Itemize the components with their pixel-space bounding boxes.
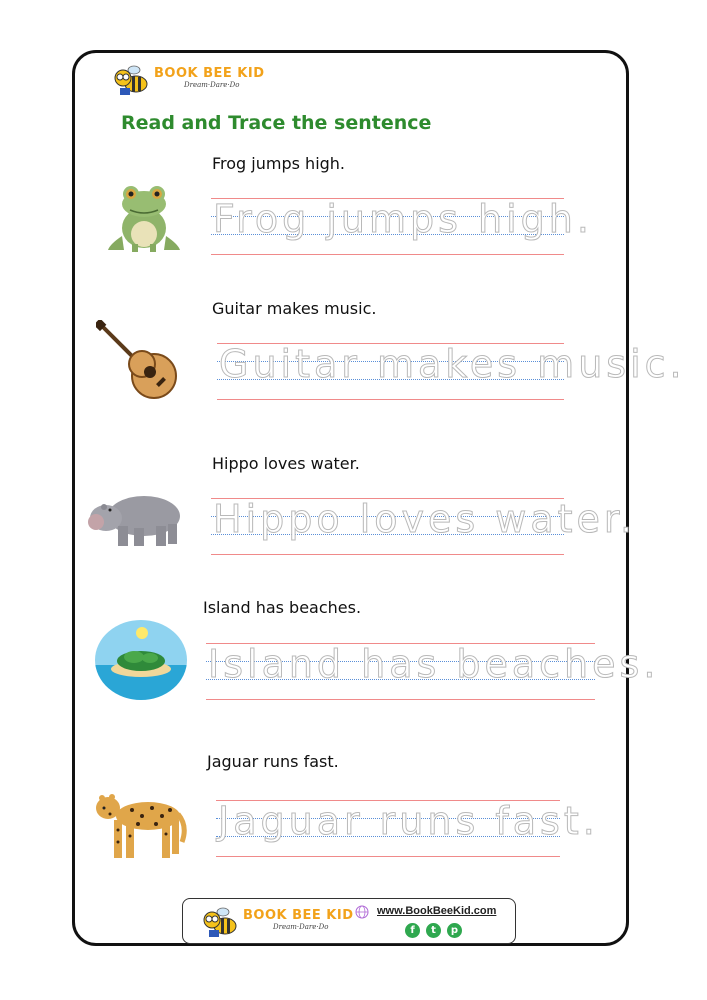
pinterest-icon[interactable]: p [447, 923, 462, 938]
island-icon [94, 619, 188, 701]
trace-text-1: Frog jumps high. [213, 197, 593, 241]
sentence-5: Jaguar runs fast. [207, 752, 339, 771]
hippo-icon [88, 488, 184, 550]
trace-line-1[interactable] [211, 197, 593, 256]
trace-line-5[interactable] [216, 799, 599, 858]
trace-text-2: Guitar makes music. [219, 342, 686, 386]
facebook-icon[interactable]: f [405, 923, 420, 938]
trace-line-2[interactable] [217, 342, 686, 401]
sentence-3: Hippo loves water. [212, 454, 360, 473]
twitter-icon[interactable]: t [426, 923, 441, 938]
header-tagline: Dream·Dare·Do [184, 81, 240, 89]
footer-logo [201, 902, 354, 938]
sentence-4: Island has beaches. [203, 598, 362, 617]
header-brand: BOOK BEE KID [154, 66, 265, 81]
jaguar-icon [92, 786, 188, 864]
footer-banner [182, 898, 516, 944]
header-logo [112, 60, 265, 96]
trace-text-3: Hippo loves water. [213, 497, 637, 541]
sentence-2: Guitar makes music. [212, 299, 377, 318]
footer-brand: BOOK BEE KID [243, 908, 354, 923]
trace-text-4: Island has beaches. [208, 642, 660, 686]
trace-line-3[interactable] [211, 497, 637, 556]
website-link[interactable]: www.BookBeeKid.com [377, 905, 497, 917]
page-title: Read and Trace the sentence [121, 112, 432, 134]
bee-mascot-icon [112, 60, 152, 96]
guitar-icon [96, 320, 184, 402]
trace-line-4[interactable] [206, 642, 660, 701]
frog-icon [104, 180, 184, 254]
footer-tagline: Dream·Dare·Do [273, 923, 329, 931]
trace-text-5: Jaguar runs fast. [218, 799, 599, 843]
sentence-1: Frog jumps high. [212, 154, 346, 173]
globe-icon [355, 905, 369, 919]
bee-mascot-icon [201, 902, 241, 938]
